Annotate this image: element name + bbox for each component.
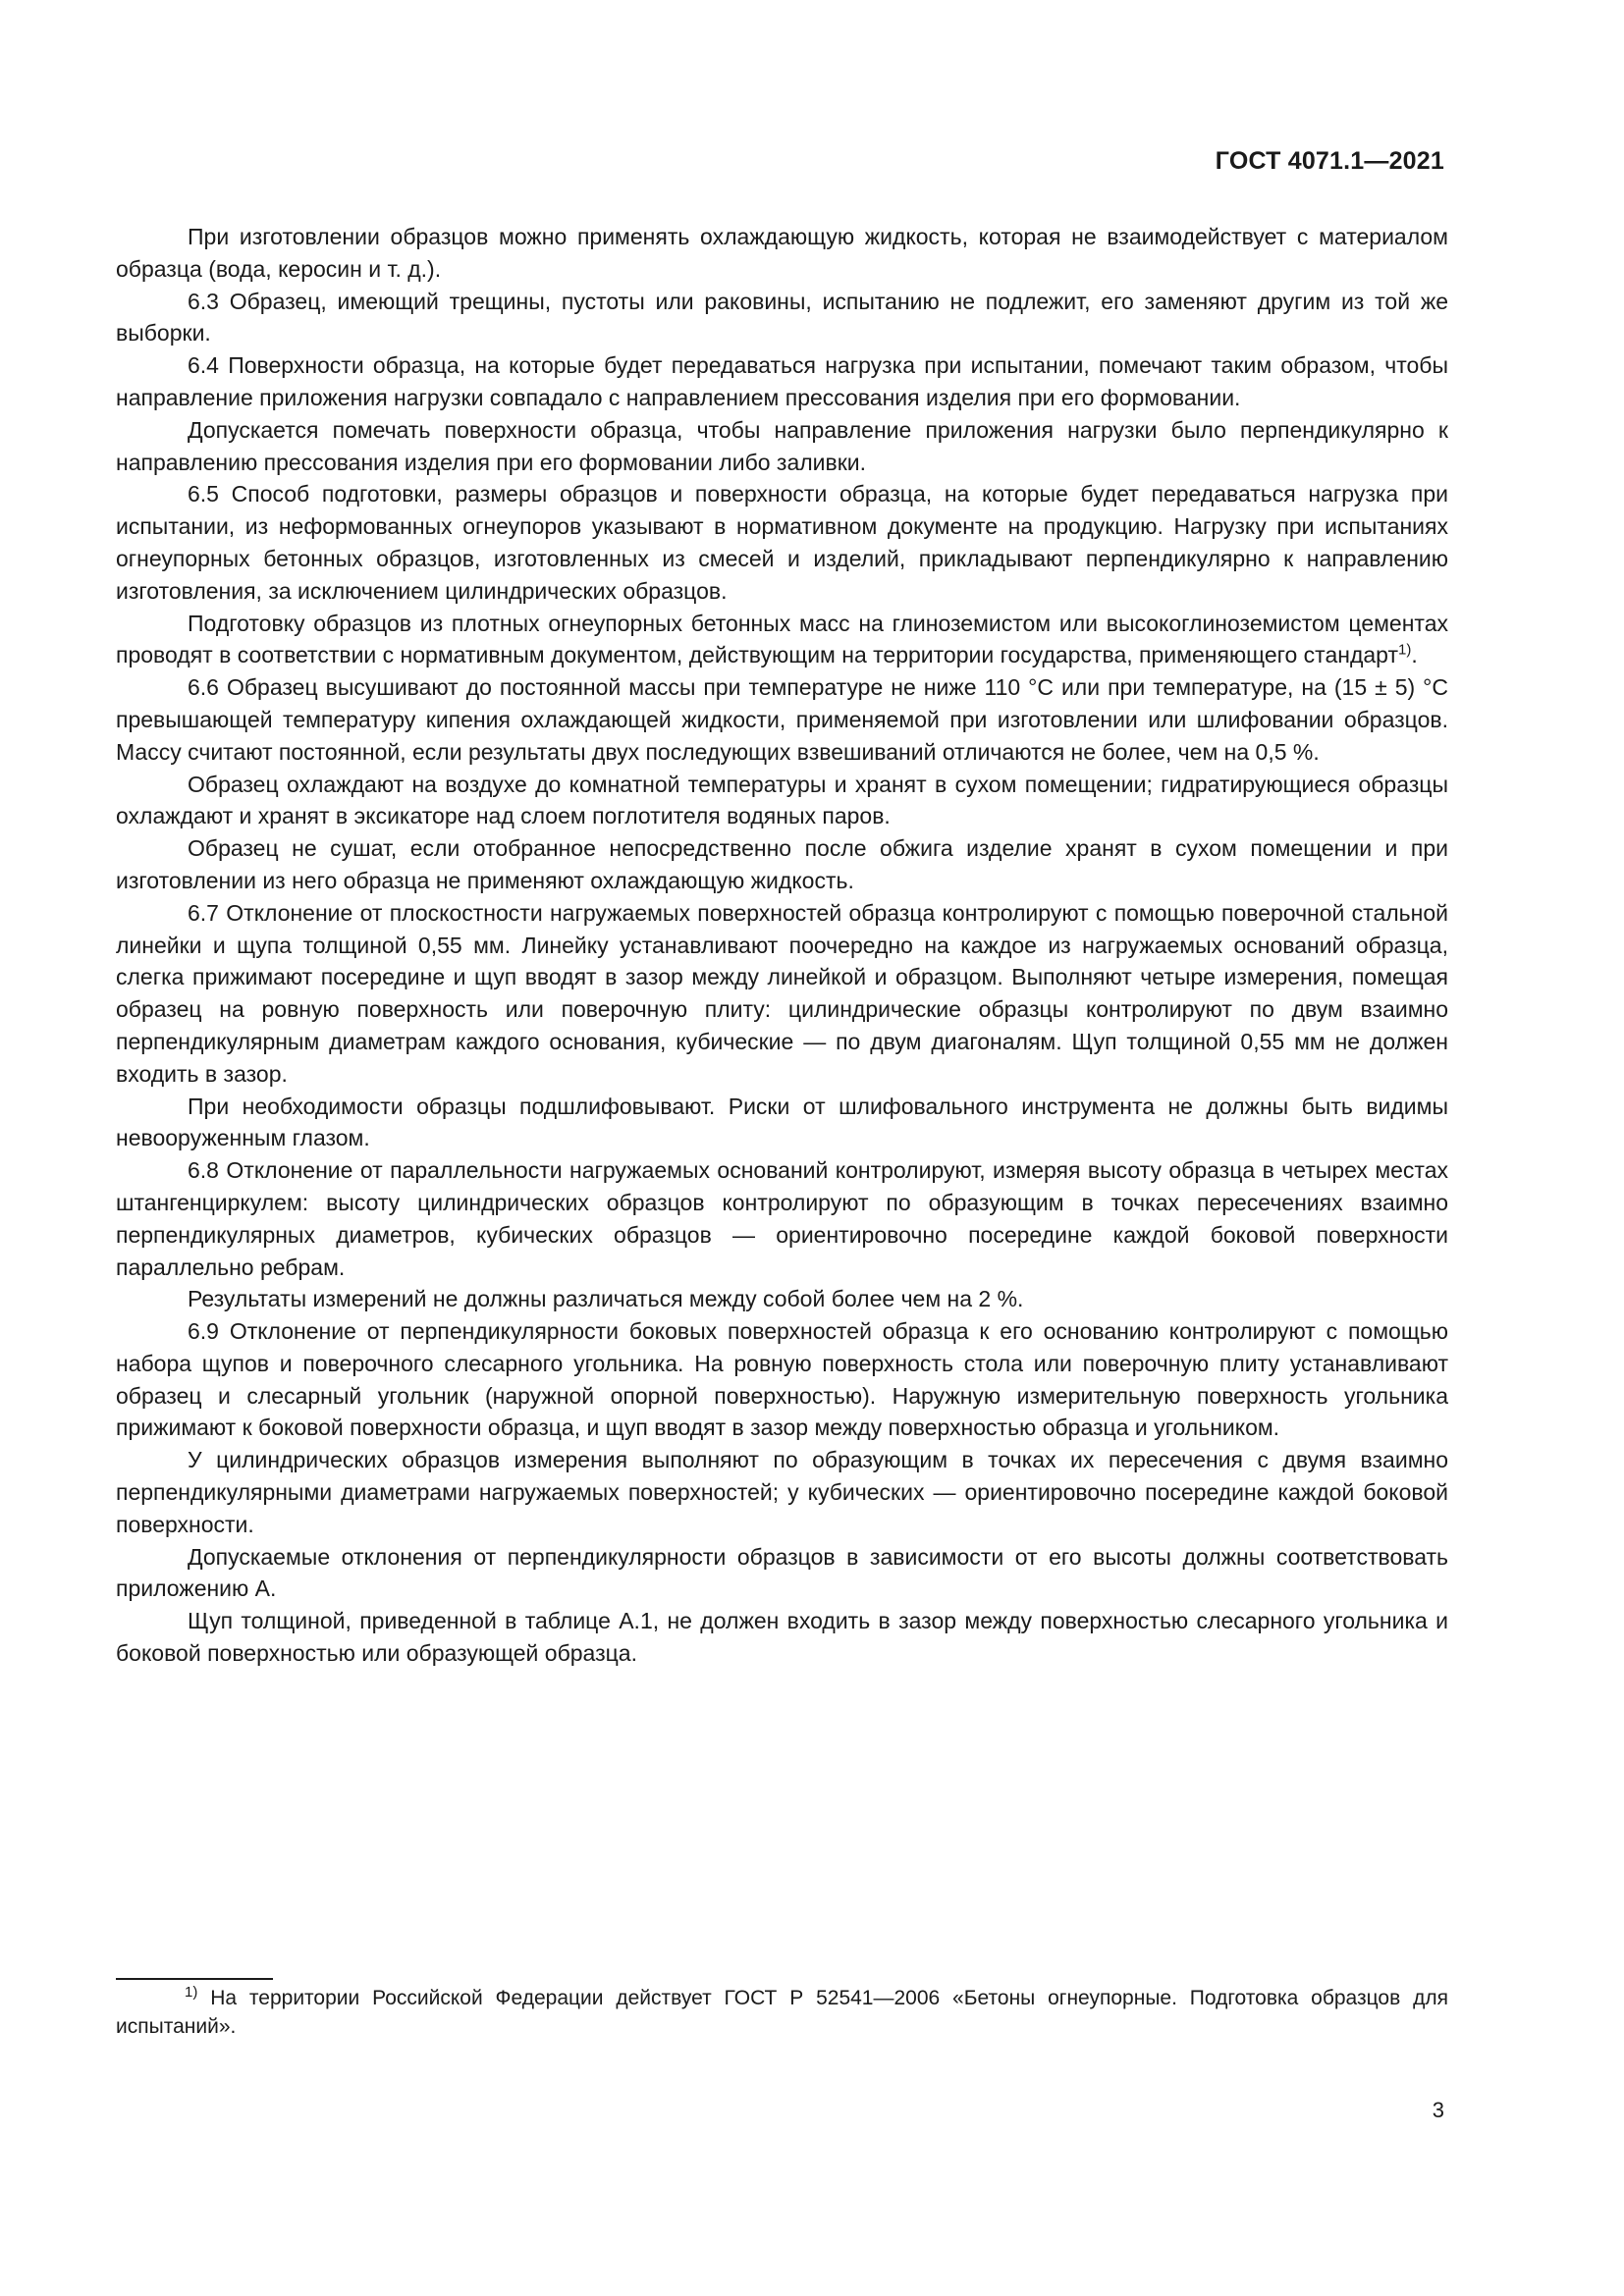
paragraph: 6.3 Образец, имеющий трещины, пустоты или раковины, испытанию не подлежит, его заменяют другим из той же выборки.: [116, 288, 1448, 347]
footnote-reference: 1): [1397, 641, 1412, 659]
paragraph: 6.6 Образец высушивают до постоянной массы при температуре не ниже 110 °С или при температуре, на (15 ± 5) °С превышающей температуру кипения охлаждающей жидкости, применяемой при изготовлении или шлифовании образцов. Массу считают постоянной, если результаты двух последующих взвешиваний отличаются не более, чем на 0,5 %.: [116, 674, 1448, 765]
paragraph-text: Подготовку образцов из плотных огнеупорных бетонных масс на глиноземистом или высокоглиноземистом цементах проводят в соответствии с нормативным документом, действующим на территории государства, применяющего стандарт: [116, 610, 1448, 668]
paragraph: Образец охлаждают на воздухе до комнатной температуры и хранят в сухом помещении; гидратирующиеся образцы охлаждают и хранят в эксикаторе над слоем поглотителя водяных паров.: [116, 771, 1448, 829]
footnote-mark: 1): [185, 1984, 198, 2001]
paragraph: Результаты измерений не должны различаться между собой более чем на 2 %.: [188, 1286, 1024, 1312]
paragraph: 6.7 Отклонение от плоскостности нагружаемых поверхностей образца контролируют с помощью поверочной стальной линейки и щупа толщиной 0,55 мм. Линейку устанавливают поочередно на каждое из нагружаемых оснований образца, слегка прижимают посередине и щуп вводят в зазор между линейкой и образцом. Выполняют четыре измерения, помещая образец на ровную поверхность или поверочную плиту: цилиндрические образцы контролируют по двум взаимно перпендикулярным диаметрам каждого основания, кубические — по двум диагоналям. Щуп толщиной 0,55 мм не должен входить в зазор.: [116, 899, 1448, 1087]
page-body: [116, 221, 1448, 1670]
footnote-body: На территории Российской Федерации действует ГОСТ Р 52541—2006 «Бетоны огнеупорные. Подготовка образцов для испытаний».: [116, 1987, 1448, 2038]
document-id: ГОСТ 4071.1—2021: [1215, 147, 1444, 175]
paragraph-with-footnote-ref: [116, 608, 1448, 672]
paragraph: При изготовлении образцов можно применять охлаждающую жидкость, которая не взаимодействует с материалом образца (вода, керосин и т. д.).: [116, 224, 1448, 282]
paragraph: Щуп толщиной, приведенной в таблице А.1, не должен входить в зазор между поверхностью слесарного угольника и боковой поверхностью или образующей образца.: [116, 1608, 1448, 1667]
footnote: [116, 1984, 1448, 2041]
paragraph: 6.4 Поверхности образца, на которые будет передаваться нагрузка при испытании, помечают таким образом, чтобы направление приложения нагрузки совпадало с направлением прессования изделия при его формовании.: [116, 352, 1448, 410]
paragraph: Образец не сушат, если отобранное непосредственно после обжига изделие хранят в сухом помещении и при изготовлении из него образца не применяют охлаждающую жидкость.: [116, 835, 1448, 893]
paragraph: При необходимости образцы подшлифовывают. Риски от шлифовального инструмента не должны быть видимы невооруженным глазом.: [116, 1093, 1448, 1151]
footnote-text: [116, 1984, 1448, 2041]
paragraph: 6.8 Отклонение от параллельности нагружаемых оснований контролируют, измеряя высоту образца в четырех местах штангенциркулем: высоту цилиндрических образцов контролируют по образующим в точках пересечениях взаимно перпендикулярных диаметров, кубических образцов — ориентировочно посередине каждой боковой поверхности параллельно ребрам.: [116, 1157, 1448, 1280]
paragraph: Допускаемые отклонения от перпендикулярности образцов в зависимости от его высоты должны соответствовать приложению А.: [116, 1543, 1448, 1602]
document-header: [1216, 147, 1444, 176]
paragraph: Допускается помечать поверхности образца, чтобы направление приложения нагрузки было перпендикулярно к направлению прессования изделия при его формовании либо заливки.: [116, 416, 1448, 475]
paragraph: У цилиндрических образцов измерения выполняют по образующим в точках их пересечения с двумя взаимно перпендикулярными диаметрами нагружаемых поверхностей; у кубических — ориентировочно посередине каждой боковой поверхности.: [116, 1447, 1448, 1537]
paragraph-end: .: [1411, 642, 1418, 668]
page-number: 3: [1432, 2098, 1444, 2122]
paragraph: 6.5 Способ подготовки, размеры образцов и поверхности образца, на которые будет передаваться нагрузка при испытании, из неформованных огнеупоров указывают в нормативном документе на продукцию. Нагрузку при испытаниях огнеупорных бетонных образцов, изготовленных из смесей и изделий, прикладывают перпендикулярно к направлению изготовления, за исключением цилиндрических образцов.: [116, 481, 1448, 604]
footnote-divider: [116, 1978, 273, 1980]
paragraph: 6.9 Отклонение от перпендикулярности боковых поверхностей образца к его основанию контролируют с помощью набора щупов и поверочного слесарного угольника. На ровную поверхность стола или поверочную плиту устанавливают образец и слесарный угольник (наружной опорной поверхностью). Наружную измерительную поверхность угольника прижимают к боковой поверхности образца, и щуп вводят в зазор между поверхностью образца и угольником.: [116, 1318, 1448, 1441]
